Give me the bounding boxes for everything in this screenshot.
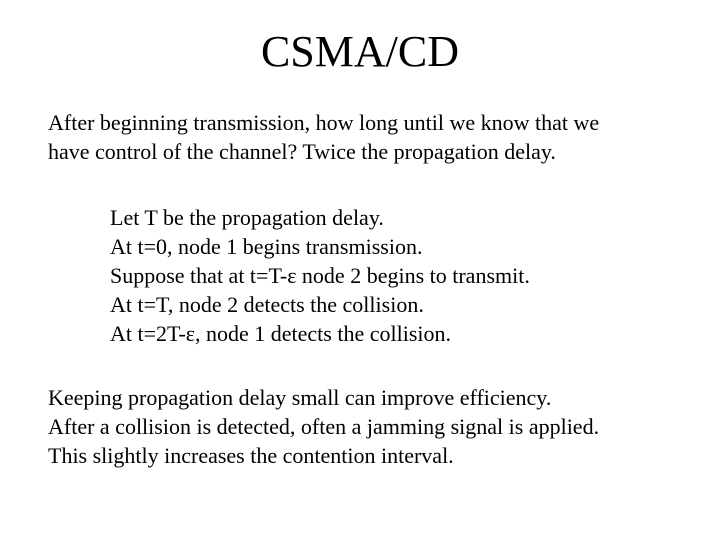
outro-line: This slightly increases the contention interval. — [48, 443, 454, 468]
step-line: At t=2T-ε, node 1 detects the collision. — [110, 321, 451, 346]
step-line: Suppose that at t=T-ε node 2 begins to transmit. — [110, 263, 530, 288]
step-line: At t=0, node 1 begins transmission. — [110, 234, 423, 259]
steps-paragraph — [110, 203, 530, 348]
intro-paragraph — [48, 108, 599, 166]
slide-title: CSMA/CD — [260, 27, 460, 76]
outro-paragraph — [48, 383, 599, 470]
intro-line: have control of the channel? Twice the propagation delay. — [48, 139, 556, 164]
step-line: At t=T, node 2 detects the collision. — [110, 292, 424, 317]
intro-line: After beginning transmission, how long until we know that we — [48, 110, 600, 135]
step-line: Let T be the propagation delay. — [110, 205, 384, 230]
outro-line: After a collision is detected, often a jamming signal is applied. — [48, 414, 600, 439]
outro-line: Keeping propagation delay small can improve efficiency. — [48, 385, 552, 410]
